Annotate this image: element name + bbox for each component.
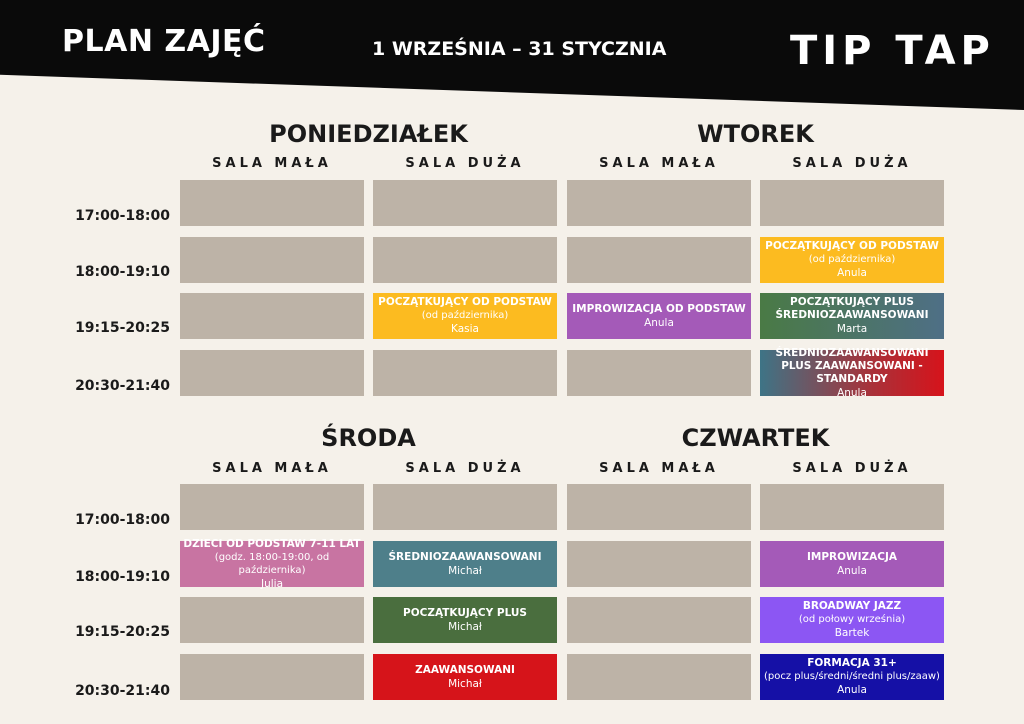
empty-cell (180, 484, 364, 530)
empty-cell (180, 350, 364, 396)
empty-cell (567, 180, 751, 226)
empty-cell (567, 237, 751, 283)
class-name: ZAAWANSOWANI (415, 663, 515, 676)
class-cell (567, 293, 751, 339)
room-heading-large: SALA DUŻA (792, 156, 912, 171)
class-name: IMPROWIZACJA OD PODSTAW (572, 302, 746, 315)
brand-logo: TIP TAP (790, 28, 995, 74)
empty-cell (180, 293, 364, 339)
class-name: IMPROWIZACJA (806, 550, 898, 563)
class-cell (373, 597, 557, 643)
class-name: POCZĄTKUJĄCY PLUS ŚREDNIOZAAWANSOWANI (775, 296, 929, 321)
time-label: 20:30-21:40 (75, 378, 170, 394)
class-name: BROADWAY JAZZ (802, 600, 902, 612)
empty-cell (180, 237, 364, 283)
room-heading-large: SALA DUŻA (792, 461, 912, 476)
class-note: (od października) (421, 310, 509, 321)
class-cell (760, 541, 944, 587)
empty-cell (180, 597, 364, 643)
class-teacher: Michał (448, 564, 482, 577)
class-teacher: Kasia (451, 323, 479, 335)
class-note: (pocz plus/średni/średni plus/zaaw) (764, 671, 940, 682)
class-cell (760, 597, 944, 643)
page-title: PLAN ZAJĘĆ (62, 24, 266, 59)
time-label: 18:00-19:10 (75, 264, 170, 280)
class-cell (760, 237, 944, 283)
room-heading-large: SALA DUŻA (405, 461, 525, 476)
class-cell (760, 654, 944, 700)
class-teacher: Anula (837, 267, 867, 279)
class-teacher: Anula (837, 564, 867, 577)
time-label: 19:15-20:25 (75, 320, 170, 336)
class-teacher: Anula (644, 316, 674, 329)
class-note: (od października) (808, 254, 896, 265)
class-name: POCZĄTKUJĄCY OD PODSTAW (765, 240, 939, 252)
empty-cell (760, 180, 944, 226)
room-heading-small: SALA MAŁA (599, 461, 719, 476)
class-teacher: Anula (837, 684, 867, 696)
class-teacher: Julia (260, 577, 284, 590)
empty-cell (567, 597, 751, 643)
class-teacher: Michał (448, 677, 482, 690)
room-heading-small: SALA MAŁA (212, 461, 332, 476)
empty-cell (373, 237, 557, 283)
room-heading-small: SALA MAŁA (599, 156, 719, 171)
class-cell (180, 537, 364, 590)
empty-cell (180, 180, 364, 226)
room-heading-large: SALA DUŻA (405, 156, 525, 171)
empty-cell (373, 350, 557, 396)
day-heading-thu: CZWARTEK (681, 424, 830, 452)
class-note: (godz. 18:00-19:00, od października) (214, 551, 330, 576)
class-cell (373, 293, 557, 339)
time-label: 17:00-18:00 (75, 512, 170, 528)
empty-cell (567, 541, 751, 587)
day-heading-mon: PONIEDZIAŁEK (269, 120, 468, 148)
class-teacher: Michał (448, 620, 482, 633)
empty-cell (567, 350, 751, 396)
class-name: ŚREDNIOZAAWANSOWANI PLUS ZAAWANSOWANI - STANDARDY (775, 346, 929, 385)
class-cell (760, 293, 944, 339)
class-name: DZIECI OD PODSTAW 7-11 LAT (183, 537, 361, 550)
class-name: POCZĄTKUJĄCY PLUS (403, 606, 527, 619)
time-label: 17:00-18:00 (75, 208, 170, 224)
class-name: FORMACJA 31+ (807, 657, 897, 669)
day-heading-wed: ŚRODA (321, 424, 416, 452)
class-cell (373, 541, 557, 587)
class-cell (373, 654, 557, 700)
date-range: 1 WRZEŚNIA – 31 STYCZNIA (372, 38, 667, 60)
class-teacher: Anula (837, 386, 867, 399)
empty-cell (567, 484, 751, 530)
time-label: 18:00-19:10 (75, 569, 170, 585)
room-heading-small: SALA MAŁA (212, 156, 332, 171)
time-label: 20:30-21:40 (75, 683, 170, 699)
empty-cell (373, 484, 557, 530)
class-name: POCZĄTKUJĄCY OD PODSTAW (378, 296, 552, 308)
class-cell (760, 346, 944, 399)
empty-cell (567, 654, 751, 700)
empty-cell (760, 484, 944, 530)
empty-cell (373, 180, 557, 226)
class-name: ŚREDNIOZAAWANSOWANI (388, 550, 542, 563)
class-teacher: Bartek (834, 627, 870, 639)
class-teacher: Marta (836, 323, 868, 335)
day-heading-tue: WTOREK (697, 120, 814, 148)
class-note: (od połowy września) (798, 614, 906, 625)
time-label: 19:15-20:25 (75, 624, 170, 640)
empty-cell (180, 654, 364, 700)
